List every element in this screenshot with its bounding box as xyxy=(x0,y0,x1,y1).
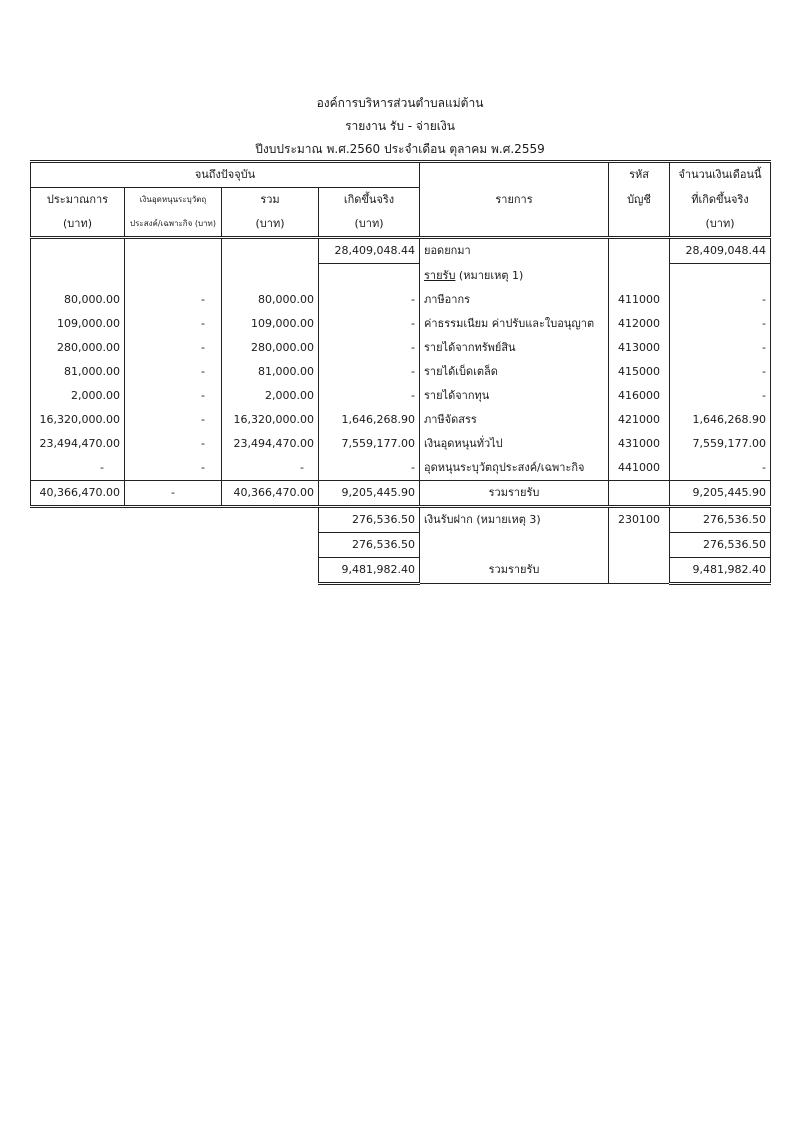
row-code: 413000 xyxy=(609,336,670,360)
row-actual: - xyxy=(319,336,420,360)
deposit-month: 276,536.50 xyxy=(670,506,771,532)
total-month: 9,205,445.90 xyxy=(670,480,771,506)
deposit-subtotal-row xyxy=(31,532,771,557)
code-header-1: รหัส xyxy=(609,162,670,188)
carried-actual: 28,409,048.44 xyxy=(319,238,420,264)
row-subsidy: - xyxy=(125,384,222,408)
row-subsidy: - xyxy=(125,336,222,360)
row-actual: - xyxy=(319,288,420,312)
total-subsidy: - xyxy=(125,480,222,506)
total-actual: 9,205,445.90 xyxy=(319,480,420,506)
row-code: 441000 xyxy=(609,456,670,481)
row-code: 421000 xyxy=(609,408,670,432)
deposit-row xyxy=(31,506,771,532)
subsidy-header-1: เงินอุดหนุนระบุวัตถุ xyxy=(125,188,222,213)
row-month: 7,559,177.00 xyxy=(670,432,771,456)
row-actual: - xyxy=(319,456,420,481)
row-total: - xyxy=(222,456,319,481)
carried-label: ยอดยกมา xyxy=(420,238,609,264)
deposit-sub-month: 276,536.50 xyxy=(670,532,771,557)
row-month: - xyxy=(670,384,771,408)
row-total: 81,000.00 xyxy=(222,360,319,384)
row-budget: 280,000.00 xyxy=(31,336,125,360)
row-month: - xyxy=(670,288,771,312)
total-budget: 40,366,470.00 xyxy=(31,480,125,506)
header-row-3 xyxy=(31,212,771,238)
budget-unit: (บาท) xyxy=(31,212,125,238)
month-header-1: จำนวนเงินเดือนนี้ xyxy=(670,162,771,188)
row-code: 415000 xyxy=(609,360,670,384)
table-row xyxy=(31,360,771,384)
grand-total-label: รวมรายรับ xyxy=(420,557,609,583)
row-code: 412000 xyxy=(609,312,670,336)
actual-header: เกิดขึ้นจริง xyxy=(319,188,420,213)
row-total: 2,000.00 xyxy=(222,384,319,408)
income-heading-note: (หมายเหตุ 1) xyxy=(458,268,524,282)
month-header-2: ที่เกิดขึ้นจริง xyxy=(670,188,771,213)
row-month: - xyxy=(670,456,771,481)
deposit-actual: 276,536.50 xyxy=(319,506,420,532)
total-unit: (บาท) xyxy=(222,212,319,238)
row-total: 280,000.00 xyxy=(222,336,319,360)
grand-actual: 9,481,982.40 xyxy=(319,557,420,583)
row-total: 80,000.00 xyxy=(222,288,319,312)
row-budget: 2,000.00 xyxy=(31,384,125,408)
income-heading-row xyxy=(31,264,771,288)
row-budget: 109,000.00 xyxy=(31,312,125,336)
receipts-table xyxy=(30,160,771,585)
grand-month: 9,481,982.40 xyxy=(670,557,771,583)
total-header: รวม xyxy=(222,188,319,213)
row-actual: - xyxy=(319,384,420,408)
income-heading-label: รายรับ xyxy=(424,268,456,282)
row-actual: 1,646,268.90 xyxy=(319,408,420,432)
table-row xyxy=(31,432,771,456)
table-row xyxy=(31,384,771,408)
row-total: 23,494,470.00 xyxy=(222,432,319,456)
row-budget: 80,000.00 xyxy=(31,288,125,312)
deposit-sub-actual: 276,536.50 xyxy=(319,532,420,557)
row-subsidy: - xyxy=(125,432,222,456)
row-total: 109,000.00 xyxy=(222,312,319,336)
row-item: รายได้จากทุน xyxy=(420,384,609,408)
row-code: 431000 xyxy=(609,432,670,456)
table-row xyxy=(31,456,771,481)
row-month: - xyxy=(670,336,771,360)
row-budget: - xyxy=(31,456,125,481)
income-total-row xyxy=(31,480,771,506)
row-item: ค่าธรรมเนียม ค่าปรับและใบอนุญาต xyxy=(420,312,609,336)
table-row xyxy=(31,336,771,360)
row-subsidy: - xyxy=(125,408,222,432)
table-row xyxy=(31,312,771,336)
row-item: ภาษีอากร xyxy=(420,288,609,312)
carried-row xyxy=(31,238,771,264)
table-row xyxy=(31,408,771,432)
row-item: อุดหนุนระบุวัตถุประสงค์/เฉพาะกิจ xyxy=(420,456,609,481)
row-code: 411000 xyxy=(609,288,670,312)
budget-header: ประมาณการ xyxy=(31,188,125,213)
month-unit: (บาท) xyxy=(670,212,771,238)
income-total-label: รวมรายรับ xyxy=(420,480,609,506)
row-month: - xyxy=(670,312,771,336)
carried-month: 28,409,048.44 xyxy=(670,238,771,264)
row-subsidy: - xyxy=(125,360,222,384)
row-item: รายได้เบ็ดเตล็ด xyxy=(420,360,609,384)
grand-total-row xyxy=(31,557,771,583)
row-month: 1,646,268.90 xyxy=(670,408,771,432)
row-code: 416000 xyxy=(609,384,670,408)
row-subsidy: - xyxy=(125,456,222,481)
deposit-code: 230100 xyxy=(609,506,670,532)
row-total: 16,320,000.00 xyxy=(222,408,319,432)
actual-unit: (บาท) xyxy=(319,212,420,238)
code-header-2: บัญชี xyxy=(609,188,670,213)
to-date-header: จนถึงปัจจุบัน xyxy=(31,162,420,188)
row-budget: 81,000.00 xyxy=(31,360,125,384)
org-title: องค์การบริหารส่วนตำบลแม่ต้าน xyxy=(316,96,484,110)
row-actual: - xyxy=(319,312,420,336)
deposit-label: เงินรับฝาก (หมายเหตุ 3) xyxy=(420,506,609,532)
row-item: ภาษีจัดสรร xyxy=(420,408,609,432)
subsidy-header-2: ประสงค์/เฉพาะกิจ (บาท) xyxy=(125,212,222,238)
report-title: รายงาน รับ - จ่ายเงิน xyxy=(345,119,455,133)
row-budget: 23,494,470.00 xyxy=(31,432,125,456)
table-row xyxy=(31,288,771,312)
row-item: เงินอุดหนุนทั่วไป xyxy=(420,432,609,456)
row-actual: - xyxy=(319,360,420,384)
row-budget: 16,320,000.00 xyxy=(31,408,125,432)
row-subsidy: - xyxy=(125,288,222,312)
period-title: ปีงบประมาณ พ.ศ.2560 ประจำเดือน ตุลาคม พ.ศ.2559 xyxy=(255,142,545,156)
income-heading xyxy=(420,264,609,288)
header-row-2 xyxy=(31,188,771,213)
row-item: รายได้จากทรัพย์สิน xyxy=(420,336,609,360)
total-total: 40,366,470.00 xyxy=(222,480,319,506)
item-header: รายการ xyxy=(420,188,609,213)
row-subsidy: - xyxy=(125,312,222,336)
row-month: - xyxy=(670,360,771,384)
header-row-1 xyxy=(31,162,771,188)
row-actual: 7,559,177.00 xyxy=(319,432,420,456)
